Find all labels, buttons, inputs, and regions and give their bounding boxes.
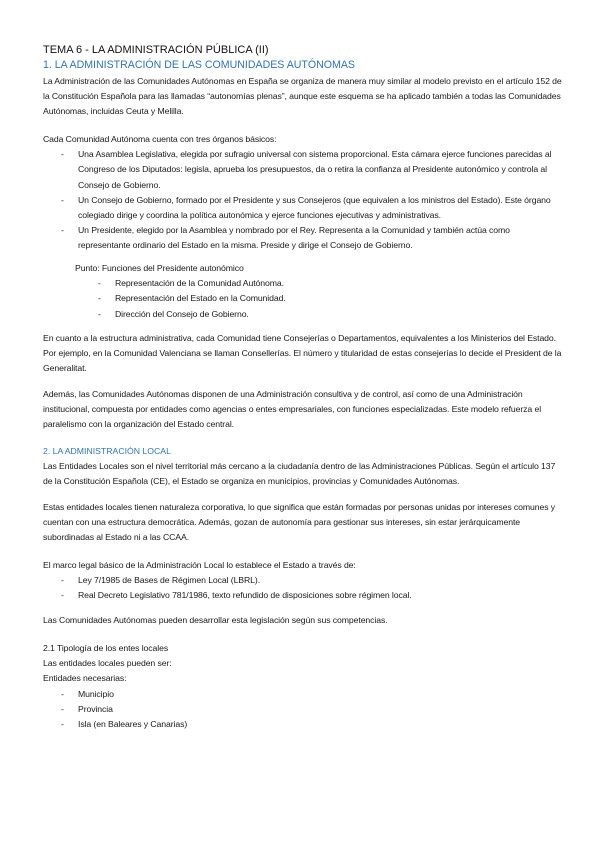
structure-paragraph: En cuanto a la estructura administrativa, cada Comunidad tiene Consejerías o Departamentos, equivalentes a los Ministerios del Estado. Por ejemplo, en la Comunidad Valenciana se llaman Consellerías. El número y titularidad de estas consejerías lo decide el President de la Generalitat.	[43, 333, 562, 374]
section-1-heading: 1. LA ADMINISTRACIÓN DE LAS COMUNIDADES AUTÓNOMAS	[43, 59, 355, 71]
organs-list	[43, 147, 563, 253]
list-item: - Ley 7/1985 de Bases de Régimen Local (LBRL).	[61, 575, 261, 586]
list-item: - Un Consejo de Gobierno, formado por el Presidente y sus Consejeros (que equivalen a los ministros del Estado). Este órgano colegiado dirige y coordina la política autonómica y ejerce funciones ejecutivas y administrativas.	[61, 194, 551, 221]
president-functions	[43, 261, 563, 322]
point-title: Punto: Funciones del Presidente autonómico	[75, 263, 244, 273]
document-title: TEMA 6 - LA ADMINISTRACIÓN PÚBLICA (II)	[43, 44, 269, 56]
list-item: - Municipio	[61, 688, 114, 699]
list-item: - Real Decreto Legislativo 781/1986, texto refundido de disposiciones sobre régimen local.	[61, 590, 412, 601]
necessary-list	[43, 687, 563, 733]
legal-lead: El marco legal básico de la Administración Local lo establece el Estado a través de:	[43, 560, 356, 570]
necessary-label: Entidades necesarias:	[43, 673, 127, 684]
typology-block	[43, 641, 563, 732]
section-2-intro: Las Entidades Locales son el nivel territorial más cercano a la ciudadanía dentro de las Administraciones Públicas. Según el artículo 137 de la Constitución Española (CE), el Estado se organiza en municipios, provincias y Comunidades Autónomas.	[43, 461, 556, 487]
list-item: - Representación del Estado en la Comunidad.	[98, 293, 286, 304]
organs-lead: Cada Comunidad Autónoma cuenta con tres órganos básicos:	[43, 134, 277, 144]
legal-list	[43, 573, 563, 603]
point-list	[43, 276, 563, 322]
sub-heading: 2.1 Tipología de los entes locales	[43, 643, 169, 653]
list-item: - Isla (en Baleares y Canarias)	[61, 719, 188, 730]
types-lead: Las entidades locales pueden ser:	[43, 658, 172, 669]
list-item: - Provincia	[61, 703, 113, 714]
list-item: - Una Asamblea Legislativa, elegida por sufragio universal con sistema proporcional. Esta cámara ejerce funciones parecidas al Congreso de los Diputados: legisla, aprueba los presupuestos, da o retira la confianza al Presidente autonómico y controla al Consejo de Gobierno.	[61, 149, 552, 190]
section-2-heading: 2. LA ADMINISTRACIÓN LOCAL	[43, 446, 171, 456]
list-item: - Un Presidente, elegido por la Asamblea y nombrado por el Rey. Representa a la Comunidad y también actúa como representante ordinario del Estado en la misma. Preside y dirige el Consejo de Gobierno.	[61, 225, 510, 251]
develop-paragraph: Las Comunidades Autónomas pueden desarrollar esta legislación según sus competencias.	[43, 615, 388, 625]
list-item: - Dirección del Consejo de Gobierno.	[98, 308, 249, 319]
list-item: - Representación de la Comunidad Autónoma.	[98, 278, 284, 289]
nature-paragraph: Estas entidades locales tienen naturaleza corporativa, lo que significa que están formadas por personas unidas por intereses comunes y cuentan con una estructura democrática. Además, gozan de autonomía para gestionar sus intereses, sin estar jerárquicamente subordinadas al Estado ni a las CCAA.	[43, 502, 556, 543]
section-1-intro: La Administración de las Comunidades Autónomas en España se organiza de manera muy similar al modelo previsto en el artículo 152 de la Constitución Española para las llamadas “autonomías plenas”, aunque este esquema se ha aplicado también a todas las Comunidades Autónomas, incluidas Ceuta y Melilla.	[43, 76, 562, 117]
legal-framework	[43, 558, 563, 604]
consultive-paragraph: Además, las Comunidades Autónomas disponen de una Administración consultiva y de control, así como de una Administración institucional, compuesta por entidades como agencias o entes empresariales, con funciones especializadas. Este modelo refuerza el paralelismo con la organización del Estado central.	[43, 389, 542, 430]
organs-block	[43, 132, 563, 254]
